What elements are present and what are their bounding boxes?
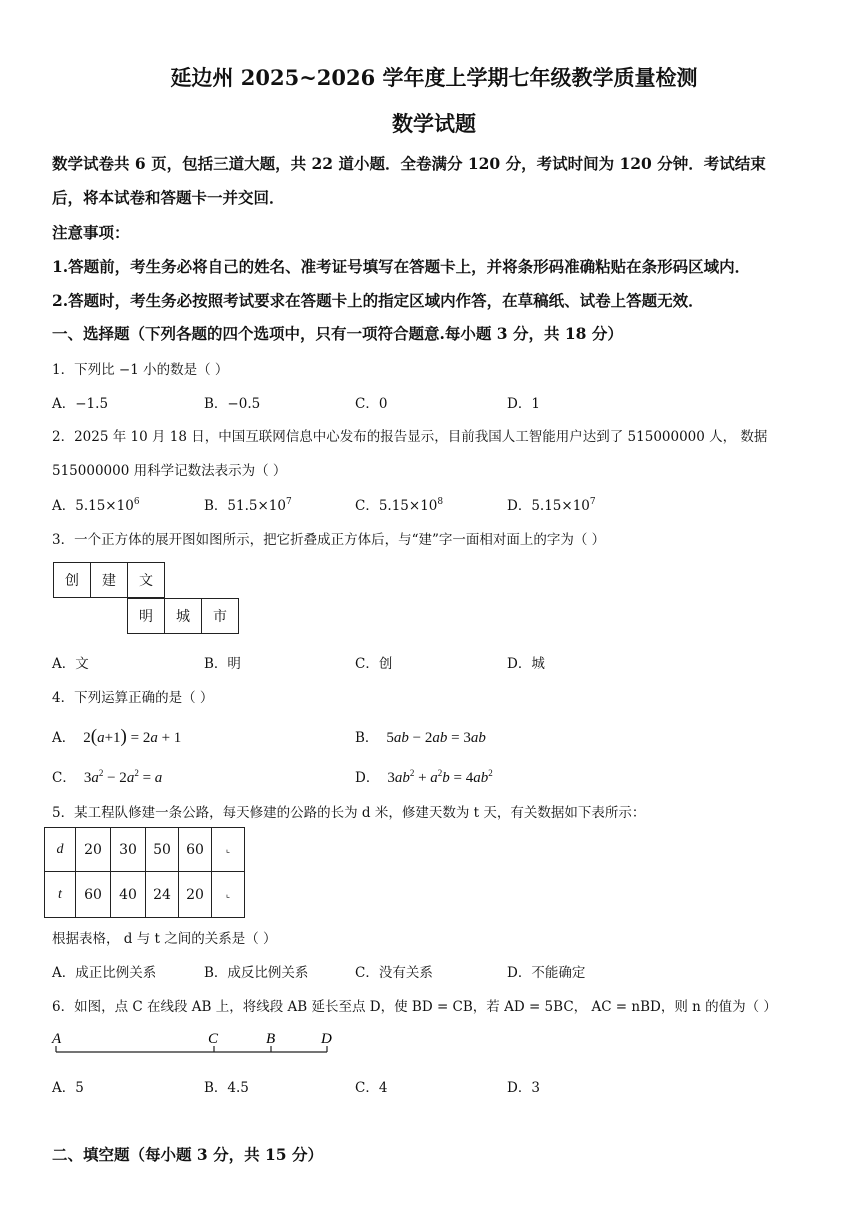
q3-option-c: C．创: [355, 656, 393, 672]
page-subtitle: 数学试题: [392, 111, 476, 136]
q4-stem: 4．下列运算正确的是（ ）: [52, 690, 214, 706]
q1-stem: 1．下列比 −1 小的数是（ ）: [52, 362, 229, 378]
notice-title: 注意事项：: [52, 223, 130, 242]
net-cell-2: 建: [90, 562, 128, 598]
q1-option-c: C．0: [355, 396, 388, 412]
notice-1: 1.答题前，考生务必将自己的姓名、准考证号填写在答题卡上，并将条形码准确粘贴在条形码区域内．: [52, 257, 751, 276]
q2-option-b: B．$51.5\times 10^7$: [204, 497, 292, 514]
net-cell-1: 创: [53, 562, 91, 598]
q4-option-c: C． $3a^2 - 2a^2 = a$: [52, 768, 163, 786]
q1-option-d: D．1: [507, 396, 540, 412]
table-cell: d: [45, 828, 76, 872]
q5-stem: 5．某工程队修建一条公路，每天修建的公路的长为 d 米，修建天数为 t 天，有关数据如下表所示：: [52, 805, 646, 821]
q5-option-b: B．成反比例关系: [204, 965, 309, 981]
q4-option-b: B． 5ab − 2ab = 3ab: [355, 730, 486, 746]
q2-option-c: C．$5.15\times 10^8$: [355, 497, 444, 514]
table-cell: 20: [179, 872, 212, 918]
q1-option-a: A．−1.5: [52, 396, 109, 412]
q6-stem: 6．如图，点 C 在线段 AB 上，将线段 AB 延长至点 D，使 BD = CB，若 AD = 5BC， AC = nBD，则 n 的值为（ ）: [52, 999, 777, 1015]
table-row: [45, 828, 245, 872]
q5-option-d: D．不能确定: [507, 965, 586, 981]
q5-option-c: C．没有关系: [355, 965, 433, 981]
table-row: [45, 872, 245, 918]
table-cell: 20: [76, 828, 111, 872]
page-title: 延边州 2025~2026 学年度上学期七年级教学质量检测: [170, 65, 698, 90]
point-label-b: B: [266, 1031, 276, 1047]
net-cell-5: 城: [164, 598, 202, 634]
q2-option-d: D．$5.15\times 10^7$: [507, 497, 596, 514]
net-cell-6: 市: [201, 598, 239, 634]
q6-option-a: A．5: [52, 1080, 84, 1096]
net-cell-4: 明: [127, 598, 165, 634]
table-cell: 60: [76, 872, 111, 918]
table-cell: 30: [111, 828, 146, 872]
intro-line-2: 后，将本试卷和答题卡一并交回．: [52, 188, 285, 207]
q1-option-b: B．−0.5: [204, 396, 261, 412]
q5-follow-up: 根据表格， d 与 t 之间的关系是（ ）: [52, 931, 277, 947]
table-cell: 50: [146, 828, 179, 872]
point-label-c: C: [208, 1031, 219, 1047]
q4-option-d: D． $3ab^2 + a^2b = 4ab^2$: [355, 768, 493, 786]
section-2-title: 二、填空题（每小题 3 分，共 15 分）: [52, 1145, 323, 1164]
q6-option-d: D．3: [507, 1080, 540, 1096]
q2-stem-line-1: 2．2025 年 10 月 18 日，中国互联网信息中心发布的报告显示，目前我国人工智能用户达到了 515000000 人， 数据: [52, 429, 768, 445]
q3-stem: 3．一个正方体的展开图如图所示，把它折叠成正方体后，与“建”字一面相对面上的字为（ ）: [52, 532, 606, 548]
q2-stem-line-2: 515000000 用科学记数法表示为（ ）: [52, 463, 287, 479]
q2-option-a: A．$5.15\times 10^6$: [52, 497, 140, 514]
q5-option-a: A．成正比例关系: [52, 965, 157, 981]
q6-line-segment-diagram: [48, 1028, 348, 1058]
q6-option-b: B．4.5: [204, 1080, 249, 1096]
q3-option-d: D．城: [507, 656, 545, 672]
notice-2: 2.答题时，考生务必按照考试要求在答题卡上的指定区域内作答，在草稿纸、试卷上答题无效．: [52, 291, 704, 310]
q4-option-a: A． 2(a+1) = 2a + 1: [52, 726, 182, 747]
point-label-d: D: [321, 1031, 332, 1047]
intro-line-1: 数学试卷共 6 页，包括三道大题，共 22 道小题．全卷满分 120 分，考试时间为 120 分钟．考试结束: [52, 154, 766, 173]
q3-option-a: A．文: [52, 656, 89, 672]
table-cell: t: [45, 872, 76, 918]
table-cell: 40: [111, 872, 146, 918]
table-cell: 60: [179, 828, 212, 872]
table-cell: ⌞: [212, 872, 245, 918]
section-1-title: 一、选择题（下列各题的四个选项中，只有一项符合题意.每小题 3 分，共 18 分）: [52, 324, 623, 343]
net-cell-3: 文: [127, 562, 165, 598]
table-cell: ⌞: [212, 828, 245, 872]
table-cell: 24: [146, 872, 179, 918]
q6-option-c: C．4: [355, 1080, 388, 1096]
point-label-a: A: [52, 1031, 62, 1047]
q3-option-b: B．明: [204, 656, 241, 672]
q5-data-table: [44, 827, 245, 918]
